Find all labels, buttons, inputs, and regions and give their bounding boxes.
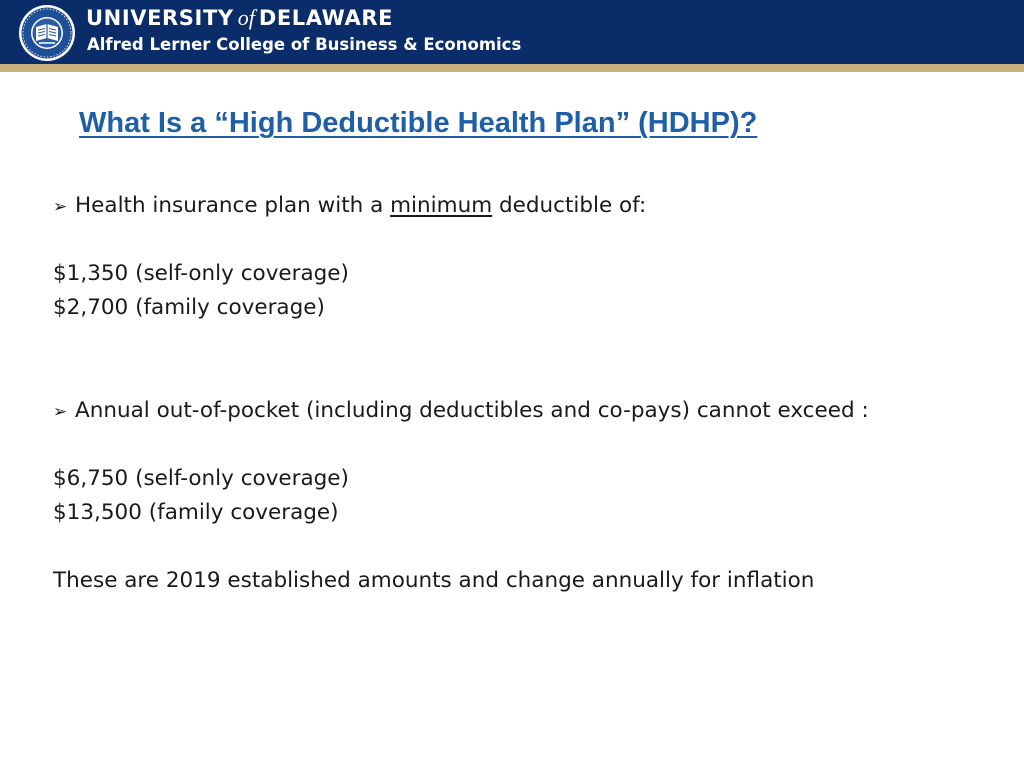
- arrowhead-bullet-icon: ➢: [53, 197, 68, 217]
- bullet-out-of-pocket: [53, 396, 869, 427]
- arrowhead-bullet-icon: ➢: [53, 402, 68, 422]
- slide-title: What Is a “High Deductible Health Plan” (HDHP)?: [79, 107, 758, 139]
- bullet-deductible: [53, 191, 646, 222]
- bullet-deductible-text-before: Health insurance plan with a: [75, 193, 391, 218]
- bullet-deductible-emphasis: minimum: [390, 193, 493, 218]
- delaware-word: DELAWARE: [258, 6, 394, 30]
- deductible-self-only: $1,350 (self-only coverage): [53, 261, 349, 286]
- bullet-out-of-pocket-text: Annual out-of-pocket (including deductibles and co-pays) cannot exceed :: [75, 398, 869, 423]
- university-word: UNIVERSITY: [86, 6, 234, 30]
- oop-family: $13,500 (family coverage): [53, 500, 339, 525]
- inflation-note: These are 2019 established amounts and change annually for inflation: [53, 568, 815, 593]
- college-name: Alfred Lerner College of Business & Economics: [87, 35, 522, 54]
- gold-divider: [0, 64, 1024, 72]
- university-seal-icon: [17, 3, 77, 63]
- oop-self-only: $6,750 (self-only coverage): [53, 466, 349, 491]
- university-wordmark: [86, 5, 393, 31]
- deductible-family: $2,700 (family coverage): [53, 295, 325, 320]
- of-word: of: [237, 5, 255, 30]
- bullet-deductible-text-after: deductible of:: [492, 193, 647, 218]
